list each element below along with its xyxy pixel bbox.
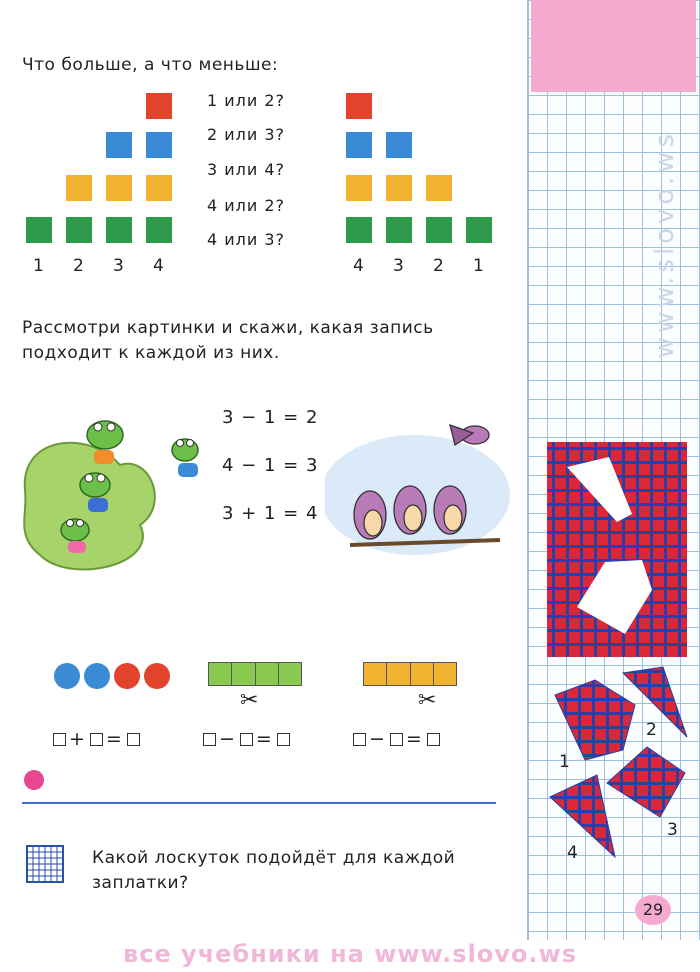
- square-blue: [386, 132, 412, 158]
- square-yellow: [146, 175, 172, 201]
- square-green: [66, 217, 92, 243]
- frogs-illustration: [10, 395, 220, 585]
- square-red: [146, 93, 172, 119]
- square-yellow: [66, 175, 92, 201]
- left-label: 3: [113, 256, 124, 276]
- square-green: [146, 217, 172, 243]
- footer-banner: все учебники на www.slovo.ws: [123, 940, 577, 968]
- answer-box[interactable]: [427, 733, 440, 746]
- answer-box[interactable]: [127, 733, 140, 746]
- square-blue: [146, 132, 172, 158]
- left-label: 1: [33, 256, 44, 276]
- equation: 3 + 1 = 4: [222, 503, 319, 524]
- answer-box[interactable]: [353, 733, 366, 746]
- compare-heading: Что больше, а что меньше:: [22, 55, 279, 75]
- square-blue: [346, 132, 372, 158]
- scissors-icon: ✂: [240, 688, 259, 713]
- patch-piece-1: [555, 680, 635, 760]
- square-green: [26, 217, 52, 243]
- circle-red: [144, 663, 170, 689]
- green-strip: [208, 662, 302, 686]
- answer-box[interactable]: [240, 733, 253, 746]
- left-label: 2: [73, 256, 84, 276]
- answer-box[interactable]: [203, 733, 216, 746]
- answer-box[interactable]: [390, 733, 403, 746]
- square-yellow: [106, 175, 132, 201]
- square-green: [106, 217, 132, 243]
- equation: 4 − 1 = 3: [222, 455, 319, 476]
- patch-label: 2: [646, 720, 657, 740]
- divider: [22, 802, 496, 804]
- pictures-heading-line2: подходит к каждой из них.: [22, 343, 280, 363]
- square-yellow: [386, 175, 412, 201]
- right-label: 3: [393, 256, 404, 276]
- pictures-heading-line1: Рассмотри картинки и скажи, какая запись: [22, 318, 434, 338]
- section-marker-dot: [24, 770, 44, 790]
- blank-expression-addition: + =: [50, 728, 143, 750]
- square-red: [346, 93, 372, 119]
- patches-question-line1: Какой лоскуток подойдёт для каждой: [92, 848, 456, 868]
- grid-icon: [26, 845, 64, 883]
- right-label: 4: [353, 256, 364, 276]
- patch-label: 3: [667, 820, 678, 840]
- fabric-with-holes: [547, 442, 687, 657]
- patches-question-line2: заплатки?: [92, 873, 189, 893]
- square-yellow: [346, 175, 372, 201]
- answer-box[interactable]: [90, 733, 103, 746]
- square-blue: [106, 132, 132, 158]
- yellow-strip: [363, 662, 457, 686]
- compare-question: 3 или 4?: [207, 160, 286, 179]
- patch-piece-4: [550, 775, 615, 857]
- compare-question: 4 или 2?: [207, 196, 286, 215]
- patch-piece-3: [607, 747, 685, 817]
- page-number: 29: [635, 895, 671, 925]
- circle-blue: [84, 663, 110, 689]
- answer-box[interactable]: [53, 733, 66, 746]
- equation: 3 − 1 = 2: [222, 407, 319, 428]
- compare-question: 1 или 2?: [207, 91, 286, 110]
- watermark: www.slovo.ws: [650, 130, 680, 359]
- patch-label: 1: [559, 752, 570, 772]
- square-green: [426, 217, 452, 243]
- compare-question: 2 или 3?: [207, 125, 286, 144]
- compare-question: 4 или 3?: [207, 230, 286, 249]
- blank-expression-subtraction: − =: [200, 728, 293, 750]
- square-green: [466, 217, 492, 243]
- circle-blue: [54, 663, 80, 689]
- square-green: [346, 217, 372, 243]
- blank-expression-subtraction: − =: [350, 728, 443, 750]
- scissors-icon: ✂: [418, 688, 437, 713]
- answer-box[interactable]: [277, 733, 290, 746]
- circle-red: [114, 663, 140, 689]
- right-label: 2: [433, 256, 444, 276]
- square-yellow: [426, 175, 452, 201]
- patch-label: 4: [567, 843, 578, 863]
- birds-illustration: [325, 400, 525, 560]
- margin-color-tab: [531, 0, 696, 92]
- left-label: 4: [153, 256, 164, 276]
- square-green: [386, 217, 412, 243]
- right-label: 1: [473, 256, 484, 276]
